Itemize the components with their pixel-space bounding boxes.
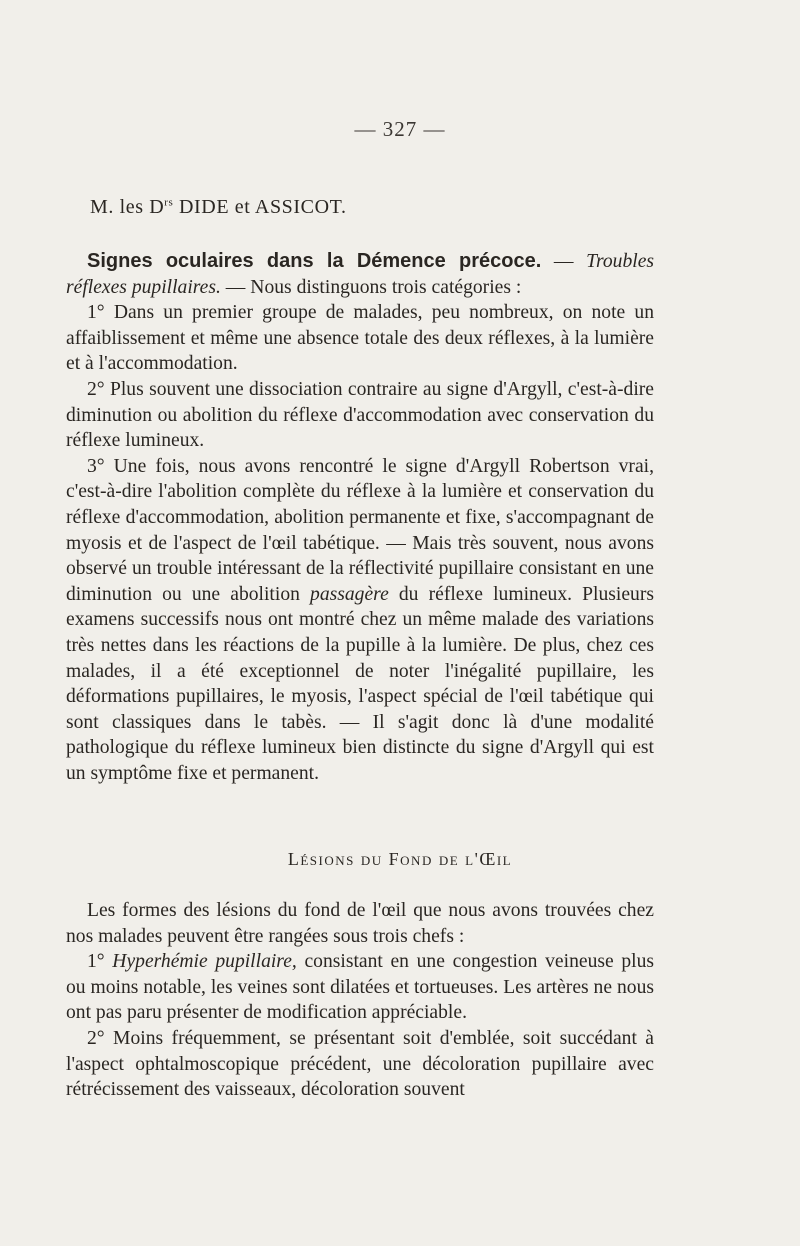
authors-line: [90, 196, 347, 219]
section-item-1-italic: Hyperhémie pupillaire,: [112, 951, 297, 973]
page-number: — 327 —: [354, 117, 446, 141]
paragraph-3-after: du réflexe lumineux. Plusieurs examens successifs nous ont montré chez un même malade des variations très nettes dans les réactions de la pupille à la lumière. De plus, chez ces malades, il a été exceptionnel de noter l'inégalité pupillaire, les déformations pupillaires, le myosis, l'aspect spécial de l'œil tabétique qui sont classiques dans le tabès. — Il s'agit donc là d'une modalité pathologique du réflexe lumineux bien distincte du signe d'Argyll qui est un symptôme fixe et permanent.: [66, 583, 654, 784]
section-item-1: [66, 949, 654, 1026]
paragraph-3-before: 3° Une fois, nous avons rencontré le signe d'Argyll Robertson vrai, c'est-à-dire l'abolition complète du réflexe à la lumière et conservation du réflexe d'accommodation, abolition permanente et fixe, s'accompagnant de myosis et de l'aspect de l'œil tabétique. — Mais très souvent, nous avons observé un trouble intéressant de la réflectivité pupillaire consistant en une diminution ou une abolition: [66, 455, 654, 605]
paragraph-3-italic: passagère: [310, 583, 389, 605]
title-paragraph: [66, 249, 654, 300]
section-item-1-rest: consistant en une congestion veineuse plus ou moins notable, les veines sont dilatées et tortueuses. Les artères ne nous ont pas paru présenter de modification appréciable.: [66, 951, 655, 1024]
section-body: [66, 898, 654, 1103]
paragraph-3: [66, 454, 654, 787]
article-title: Signes oculaires dans la Démence précoce.: [87, 250, 542, 272]
paragraph-2: 2° Plus souvent une dissociation contraire au signe d'Argyll, c'est-à-dire diminution ou abolition du réflexe d'accommodation avec conservation du réflexe lumineux.: [66, 378, 654, 452]
section-item-2: 2° Moins fréquemment, se présentant soit d'emblée, soit succédant à l'aspect ophtalmoscopique précédent, une décoloration pupillaire avec rétrécissement des vaisseaux, décoloration souvent: [66, 1027, 654, 1101]
authors-prefix: M. les D: [90, 196, 165, 218]
paragraph-1: 1° Dans un premier groupe de malades, peu nombreux, on note un affaiblissement et même une absence totale des deux réflexes, à la lumière et à l'accommodation.: [66, 302, 654, 375]
section-item-1-num: 1°: [87, 951, 113, 973]
authors-names: DIDE et ASSICOT.: [173, 196, 347, 218]
title-separator: —: [541, 251, 587, 272]
section-intro: Les formes des lésions du fond de l'œil que nous avons trouvées chez nos malades peuvent être rangées sous trois chefs :: [66, 900, 654, 947]
authors-sup: rs: [164, 196, 174, 209]
title-rest: — Nous distinguons trois catégories :: [220, 276, 522, 298]
section-heading: Lésions du Fond de l'Œil: [287, 849, 513, 869]
article-body: [66, 249, 654, 786]
subtitle-italic: Troubles réflexes pupillaires.: [66, 251, 655, 298]
